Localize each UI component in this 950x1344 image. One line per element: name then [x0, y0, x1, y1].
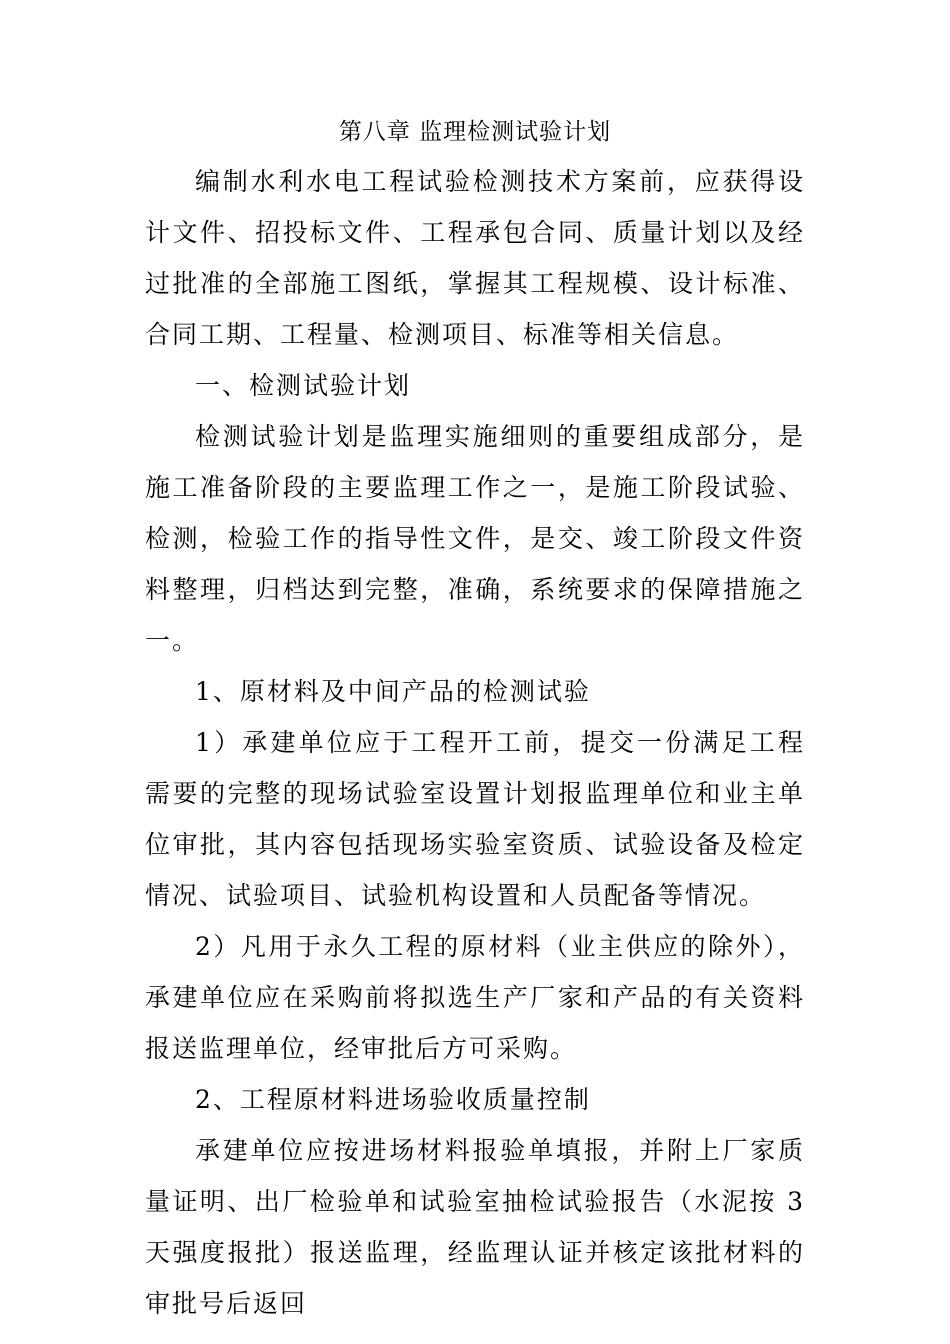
subsection-heading-2: 2、工程原材料进场验收质量控制: [195, 1085, 591, 1114]
acceptance-paragraph: 承建单位应按进场材料报验单填报，并附上厂家质量证明、出厂检验单和试验室抽检试验报告（水泥按 3 天强度报批）报送监理，经监理认证并核定该批材料的审批号后返回: [145, 1136, 805, 1318]
item-1-paragraph: 1）承建单位应于工程开工前，提交一份满足工程需要的完整的现场试验室设置计划报监理单位和业主单位审批，其内容包括现场实验室资质、试验设备及检定情况、试验项目、试验机构设置和人员配备等情况。: [145, 728, 805, 910]
section-heading-1: 一、检测试验计划: [195, 371, 412, 400]
plan-paragraph: 检测试验计划是监理实施细则的重要组成部分，是施工准备阶段的主要监理工作之一，是施工阶段试验、检测，检验工作的指导性文件，是交、竣工阶段文件资料整理，归档达到完整，准确，系统要求的保障措施之一。: [145, 422, 805, 655]
subsection-heading-1: 1、原材料及中间产品的检测试验: [195, 677, 591, 706]
intro-paragraph: 编制水利水电工程试验检测技术方案前，应获得设计文件、招投标文件、工程承包合同、质量计划以及经过批准的全部施工图纸，掌握其工程规模、设计标准、合同工期、工程量、检测项目、标准等相关信息。: [145, 167, 805, 349]
chapter-title: 第八章 监理检测试验计划: [338, 119, 612, 145]
item-2-paragraph: 2）凡用于永久工程的原材料（业主供应的除外），承建单位应在采购前将拟选生产厂家和产品的有关资料报送监理单位，经审批后方可采购。: [145, 932, 805, 1063]
document-page: [145, 108, 805, 1329]
